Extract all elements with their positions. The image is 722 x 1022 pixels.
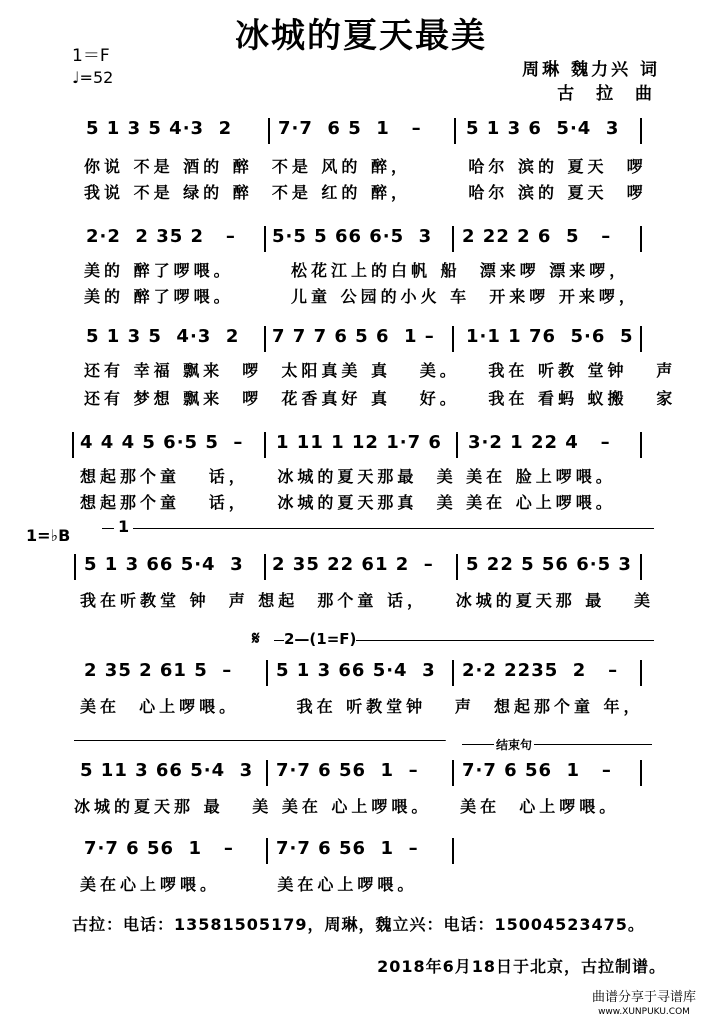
- volta-2-label: 2—(1=F): [284, 630, 357, 648]
- bar-line: [456, 554, 458, 580]
- song-title: 冰城的夏天最美: [235, 16, 487, 56]
- bar-line: [266, 760, 268, 786]
- bar-line: [264, 554, 266, 580]
- bar-line: [266, 660, 268, 686]
- notation-line: [0, 760, 722, 792]
- bar-line: [264, 326, 266, 352]
- notation-line: [0, 226, 722, 258]
- volta-1-label: 1: [114, 517, 133, 536]
- modulation-marking: 1=♭B: [26, 526, 71, 545]
- contact-info: 古拉：电话：13581505179，周琳，魏立兴：电话：15004523475。: [72, 915, 645, 934]
- notation-line: [0, 326, 722, 358]
- lyric-line: 我说 不是 绿的 醉 不是 红的 醉， 哈尔 滨的 夏天 啰: [84, 183, 647, 202]
- lyric-line: 你说 不是 酒的 醉 不是 风的 醉， 哈尔 滨的 夏天 啰: [84, 157, 647, 176]
- bar-line: [640, 326, 642, 352]
- measure-notes: 7·7 6 56 1 –: [84, 838, 234, 859]
- bar-line: [640, 118, 642, 144]
- measure-notes: 1 11 1 12 1·7 6: [276, 432, 442, 453]
- bar-line: [640, 660, 642, 686]
- watermark-url: www.XUNPUKU.COM: [598, 1007, 690, 1017]
- ending-bracket: [462, 744, 652, 745]
- measure-notes: 5 22 5 56 6·5 3: [466, 554, 632, 575]
- measure-notes: 7·7 6 56 1 –: [462, 760, 612, 781]
- score-line: [0, 554, 722, 654]
- bar-line: [264, 226, 266, 252]
- volta-bracket-1: [102, 528, 654, 543]
- notation-line: [0, 554, 722, 586]
- notation-line: [0, 838, 722, 870]
- date-note: 2018年6月18日于北京，古拉制谱。: [377, 957, 666, 976]
- bar-line: [640, 554, 642, 580]
- composer-credit: 古 拉 曲: [557, 84, 660, 104]
- score-line: [0, 118, 722, 218]
- measure-notes: 5 1 3 6 5·4 3: [466, 118, 620, 139]
- measure-notes: 7·7 6 56 1 –: [276, 838, 419, 859]
- lyric-line: 想起那个童 话， 冰城的夏天那真 美 美在 心上啰喂。: [80, 493, 616, 512]
- measure-notes: 3·2 1 22 4 –: [468, 432, 611, 453]
- measure-notes: 4 4 4 5 6·5 5 –: [80, 432, 244, 453]
- bar-line: [640, 432, 642, 458]
- bar-line: [268, 118, 270, 144]
- measure-notes: 5 11 3 66 5·4 3: [80, 760, 254, 781]
- bar-line: [640, 226, 642, 252]
- bar-line: [454, 118, 456, 144]
- score-line: [0, 326, 722, 426]
- watermark: [592, 990, 696, 1020]
- measure-notes: 5 1 3 5 4·3 2: [86, 118, 233, 139]
- measure-notes: 7 7 7 6 5 6 1 –: [272, 326, 435, 347]
- key-signature: 1＝F: [72, 46, 110, 66]
- measure-notes: 7·7 6 56 1 –: [276, 760, 419, 781]
- lyric-line: 美的 醉了啰喂。 松花江上的白帆 船 漂来啰 漂来啰，: [84, 261, 630, 280]
- measure-notes: 5·5 5 66 6·5 3: [272, 226, 433, 247]
- lyric-line: 还有 梦想 飘来 啰 花香真好 真 好。 我在 看蚂 蚁搬 家: [84, 389, 677, 408]
- bar-line: [264, 432, 266, 458]
- bar-line: [452, 660, 454, 686]
- measure-notes: 5 1 3 66 5·4 3: [276, 660, 436, 681]
- score-line: [0, 226, 722, 326]
- phrase-bracket: [74, 740, 446, 741]
- bar-line: [452, 226, 454, 252]
- bar-line: [640, 760, 642, 786]
- measure-notes: 7·7 6 5 1 –: [278, 118, 422, 139]
- bar-line: [74, 554, 76, 580]
- bar-line: [452, 838, 454, 864]
- watermark-text: 曲谱分享于寻谱库: [591, 990, 696, 1005]
- score-line: [0, 432, 722, 532]
- lyric-line: 我在听教堂 钟 声 想起 那个童 话， 冰城的夏天那 最 美: [80, 591, 654, 610]
- measure-notes: 2 22 2 6 5 –: [462, 226, 612, 247]
- bar-line: [456, 432, 458, 458]
- notation-line: [0, 118, 722, 150]
- measure-notes: 5 1 3 66 5·4 3: [84, 554, 244, 575]
- lyric-line: 美在心上啰喂。 美在心上啰喂。: [80, 875, 418, 894]
- lyric-line: 想起那个童 话， 冰城的夏天那最 美 美在 脸上啰喂。: [80, 467, 616, 486]
- bar-line: [452, 760, 454, 786]
- measure-notes: 5 1 3 5 4·3 2: [86, 326, 240, 347]
- bar-line: [452, 326, 454, 352]
- measure-notes: 2·2 2235 2 –: [462, 660, 619, 681]
- notation-line: [0, 660, 722, 692]
- measure-notes: 2 35 22 61 2 –: [272, 554, 434, 575]
- measure-notes: 2·2 2 35 2 –: [86, 226, 236, 247]
- notation-line: [0, 432, 722, 464]
- tempo-marking: ♩=52: [72, 68, 114, 87]
- score-line: [0, 660, 722, 760]
- bar-line: [72, 432, 74, 458]
- ending-label: 结束句: [496, 738, 533, 752]
- lyricist-credit: 周琳 魏力兴 词: [522, 60, 660, 80]
- lyric-line: 还有 幸福 飘来 啰 太阳真美 真 美。 我在 听教 堂钟 声: [84, 361, 677, 380]
- segno-sign: 𝄋: [252, 628, 260, 649]
- lyric-line: 美在 心上啰喂。 我在 听教堂钟 声 想起那个童 年，: [80, 697, 644, 716]
- lyric-line: 冰城的夏天那 最 美 美在 心上啰喂。 美在 心上啰喂。: [74, 797, 620, 816]
- measure-notes: 1·1 1 76 5·6 5: [466, 326, 634, 347]
- measure-notes: 2 35 2 61 5 –: [84, 660, 233, 681]
- lyric-line: 美的 醉了啰喂。 儿童 公园的小火 车 开来啰 开来啰，: [84, 287, 639, 306]
- bar-line: [266, 838, 268, 864]
